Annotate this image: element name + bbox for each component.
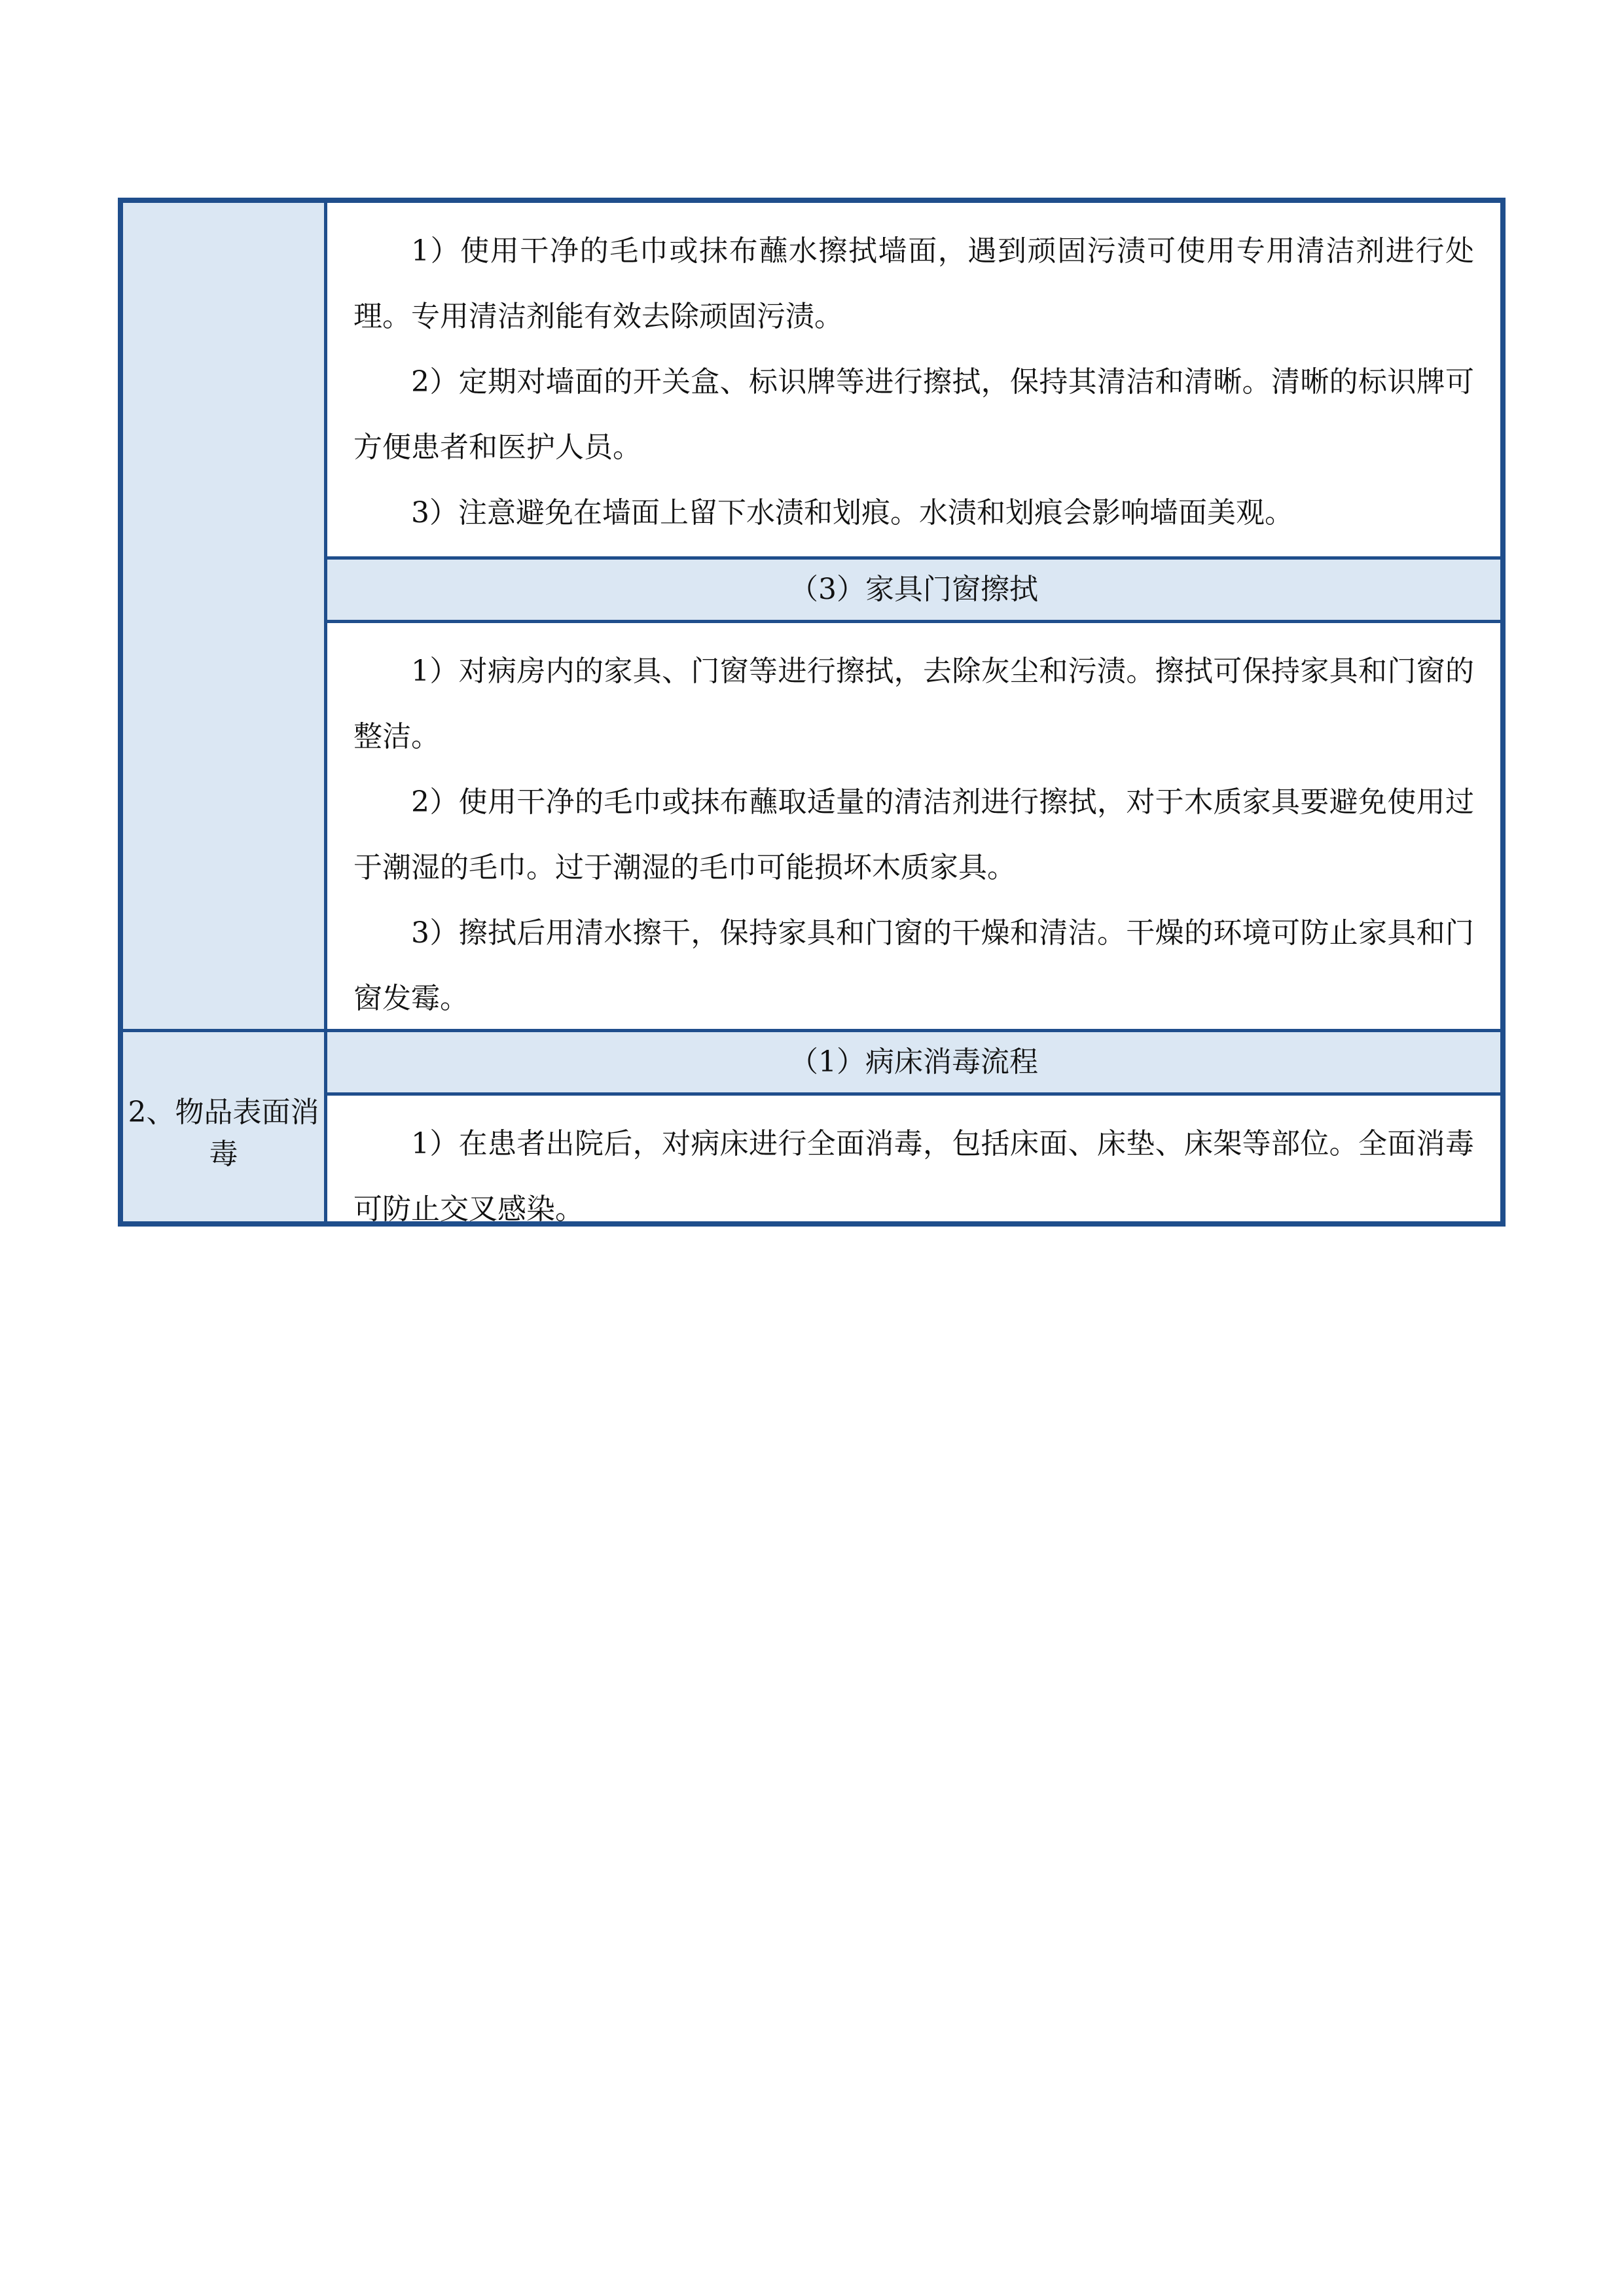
category-divider xyxy=(123,1029,324,1032)
furniture-section-header: （3）家具门窗擦拭 xyxy=(327,556,1500,623)
furniture-step-3: 3）擦拭后用清水擦干，保持家具和门窗的干燥和清洁。干燥的环境可防止家具和门窗发霉。 xyxy=(353,916,1474,1015)
content-column xyxy=(327,203,1500,1226)
wall-step-1: 1）使用干净的毛巾或抹布蘸水擦拭墙面，遇到顽固污渍可使用专用清洁剂进行处理。专用清洁剂能有效去除顽固污渍。 xyxy=(353,234,1474,333)
bed-disinfection-block xyxy=(327,1096,1500,1227)
furniture-cleaning-block xyxy=(327,623,1500,1029)
bed-disinfection-header: （1）病床消毒流程 xyxy=(327,1029,1500,1096)
wall-cleaning-block xyxy=(327,203,1500,556)
cleaning-procedure-table xyxy=(118,198,1506,1227)
bed-step-1: 1）在患者出院后，对病床进行全面消毒，包括床面、床垫、床架等部位。全面消毒可防止交叉感染。 xyxy=(353,1127,1474,1226)
category-label-surface-disinfection: 2、物品表面消毒 xyxy=(128,1096,319,1171)
wall-step-3: 3）注意避免在墙面上留下水渍和划痕。水渍和划痕会影响墙面美观。 xyxy=(411,496,1293,529)
furniture-step-1: 1）对病房内的家具、门窗等进行擦拭，去除灰尘和污渍。擦拭可保持家具和门窗的整洁。 xyxy=(353,655,1474,753)
wall-step-2: 2）定期对墙面的开关盒、标识牌等进行擦拭，保持其清洁和清晰。清晰的标识牌可方便患者和医护人员。 xyxy=(353,365,1474,464)
furniture-step-2: 2）使用干净的毛巾或抹布蘸取适量的清洁剂进行擦拭，对于木质家具要避免使用过于潮湿的毛巾。过于潮湿的毛巾可能损坏木质家具。 xyxy=(353,785,1474,884)
category-column xyxy=(123,203,327,1221)
